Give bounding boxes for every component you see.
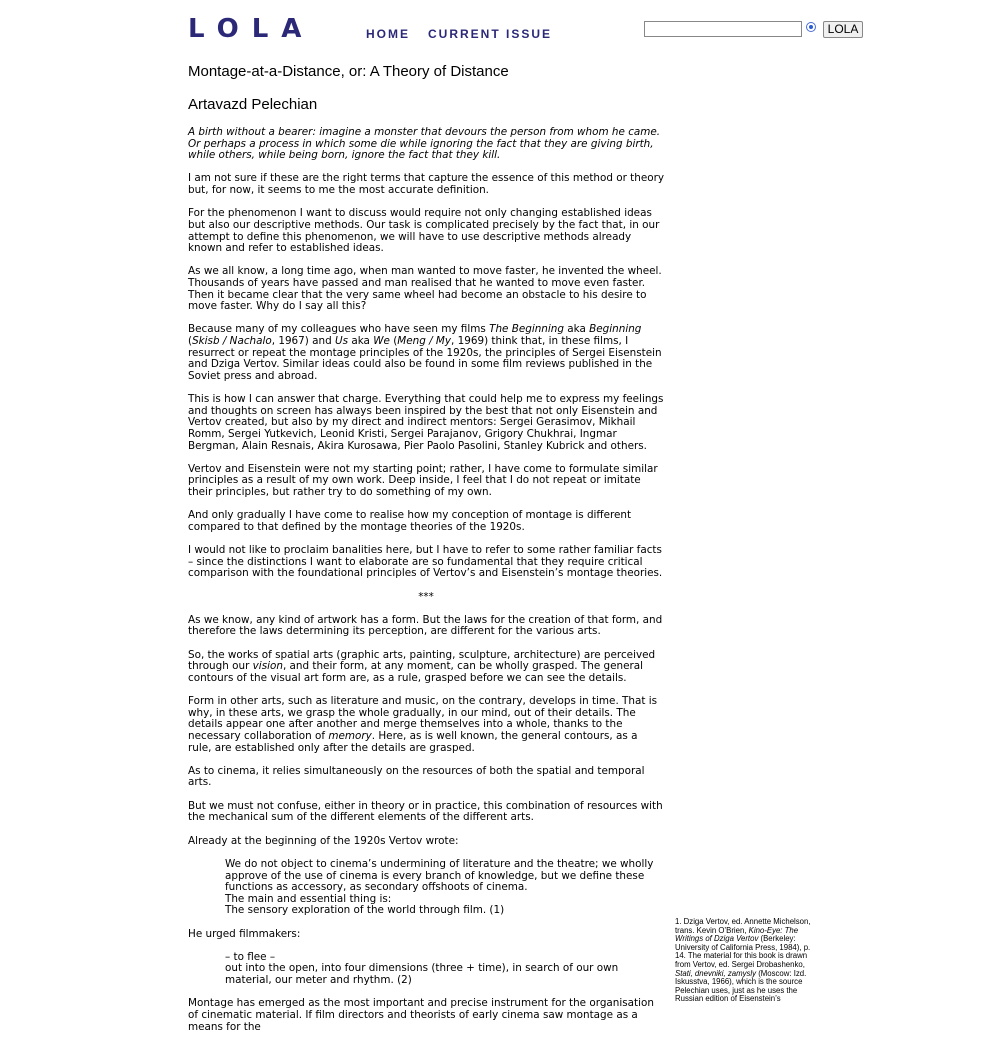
section-separator: *** [418, 590, 434, 603]
paragraph: Already at the beginning of the 1920s Vertov wrote: [188, 834, 459, 847]
paragraph: This is how I can answer that charge. Everything that could help me to express my feelings and thoughts on screen has always been inspired by the best that not only Eisenstein and Vertov created, but also by my direct and indirect mentors: Sergei Gerasimov, Mikhail Romm, Sergei Yutkevich, Leonid Kristi, Sergei Parajanov, Grigory Chukhrai, Ingmar Bergman, Alain Resnais, Akira Kurosawa, Pier Paolo Pasolini, Stanley Kubrick and others. [188, 393, 664, 452]
block-quote: We do not object to cinema’s undermining of literature and the theatre; we wholly approve of the use of cinema is every branch of knowledge, but we define these functions as accessory, as secondary offshoots of cinema. The main and essential thing is: The sensory exploration of the world through film. (1) [225, 857, 654, 917]
epigraph: A birth without a bearer: imagine a monster that devours the person from whom he came. Or perhaps a process in which some die while ignoring the fact that they are giving birth, while others, while being born, ignore the fact that they kill. [188, 126, 661, 162]
paragraph: He urged filmmakers: [188, 927, 301, 940]
logo[interactable]: LOLA [188, 14, 315, 44]
paragraph: Montage has emerged as the most important and precise instrument for the organisation of cinematic material. If film directors and theorists of early cinema saw montage as a means for the [188, 997, 654, 1033]
search-scope-radio[interactable] [806, 22, 816, 32]
nav-home-link[interactable]: HOME [366, 27, 410, 41]
paragraph: For the phenomenon I want to discuss would require not only changing established ideas but also our descriptive methods. Our task is complicated precisely by the fact that, in our attempt to define this phenomenon, we will have to use descriptive methods already known and refer to established ideas. [188, 207, 660, 255]
paragraph: So, the works of spatial arts (graphic arts, painting, sculpture, architecture) are perceived through our vision, and their form, at any moment, can be wholly grasped. The general contours of the visual art form are, as a rule, grasped before we can see the details. [188, 648, 656, 684]
paragraph: Because many of my colleagues who have seen my films The Beginning aka Beginning (Skisb / Nachalo, 1967) and Us aka We (Meng / My, 1969) think that, in these films, I resurrect or repeat the montage principles of the 1920s, the principles of Sergei Eisenstein and Dziga Vertov. Similar ideas could also be found in some film reviews published in the Soviet press and abroad. [188, 323, 662, 382]
paragraph: And only gradually I have come to realise how my conception of montage is different compared to that defined by the montage theories of the 1920s. [188, 509, 632, 533]
footnote: 1. Dziga Vertov, ed. Annette Michelson, trans. Kevin O’Brien, Kino-Eye: The Writings of Dziga Vertov (Berkeley: University of California Press, 1984), p. 14. The material for this book is drawn from Vertov, ed. Sergei Drobashenko, Stati, dnevniki, zamysly (Moscow: Izd. Iskusstva, 1966), which is the source Pelechian uses, just as he uses the Russian edition of Eisenstein’s [675, 917, 811, 1004]
paragraph: Vertov and Eisenstein were not my starting point; rather, I have come to formulate similar principles as a result of my own work. Deep inside, I feel that I do not repeat or imitate their principles, but rather try to do something of my own. [188, 462, 658, 498]
paragraph: As we know, any kind of artwork has a form. But the laws for the creation of that form, and therefore the laws determining its perception, are different for the various arts. [188, 613, 663, 638]
paragraph: But we must not confuse, either in theory or in practice, this combination of resources with the mechanical sum of the different elements of the different arts. [188, 799, 663, 824]
paragraph: As we all know, a long time ago, when man wanted to move faster, he invented the wheel. Thousands of years have passed and man realised that he wanted to move even faster. Then it became clear that the very same wheel had become an obstacle to his desire to move faster. Why do I say all this? [188, 265, 662, 313]
paragraph: As to cinema, it relies simultaneously on the resources of both the spatial and temporal arts. [188, 764, 645, 789]
paragraph: Form in other arts, such as literature and music, on the contrary, develops in time. That is why, in these arts, we grasp the whole gradually, in our mind, out of their details. The details appear one after another and merge themselves into a whole, thanks to the necessary collaboration of memory. Here, as is well known, the general contours, as a rule, are established only after the details are grasped. [188, 695, 658, 754]
block-quote: – to flee – out into the open, into four dimensions (three + time), in search of our own material, our meter and rhythm. (2) [225, 950, 619, 987]
search-button[interactable]: LOLA [823, 21, 863, 38]
search-input[interactable] [644, 21, 802, 37]
article-body [188, 127, 664, 1045]
paragraph: I am not sure if these are the right terms that capture the essence of this method or theory but, for now, it seems to me the most accurate definition. [188, 172, 665, 197]
nav-current-issue-link[interactable]: CURRENT ISSUE [428, 27, 553, 41]
article-author: Artavazd Pelechian [188, 96, 318, 113]
paragraph: I would not like to proclaim banalities here, but I have to refer to some rather familiar facts – since the distinctions I want to elaborate are so fundamental that they require critical comparison with the foundational principles of Vertov’s and Eisenstein’s montage theories. [188, 544, 663, 580]
article-title: Montage-at-a-Distance, or: A Theory of Distance [188, 63, 509, 80]
